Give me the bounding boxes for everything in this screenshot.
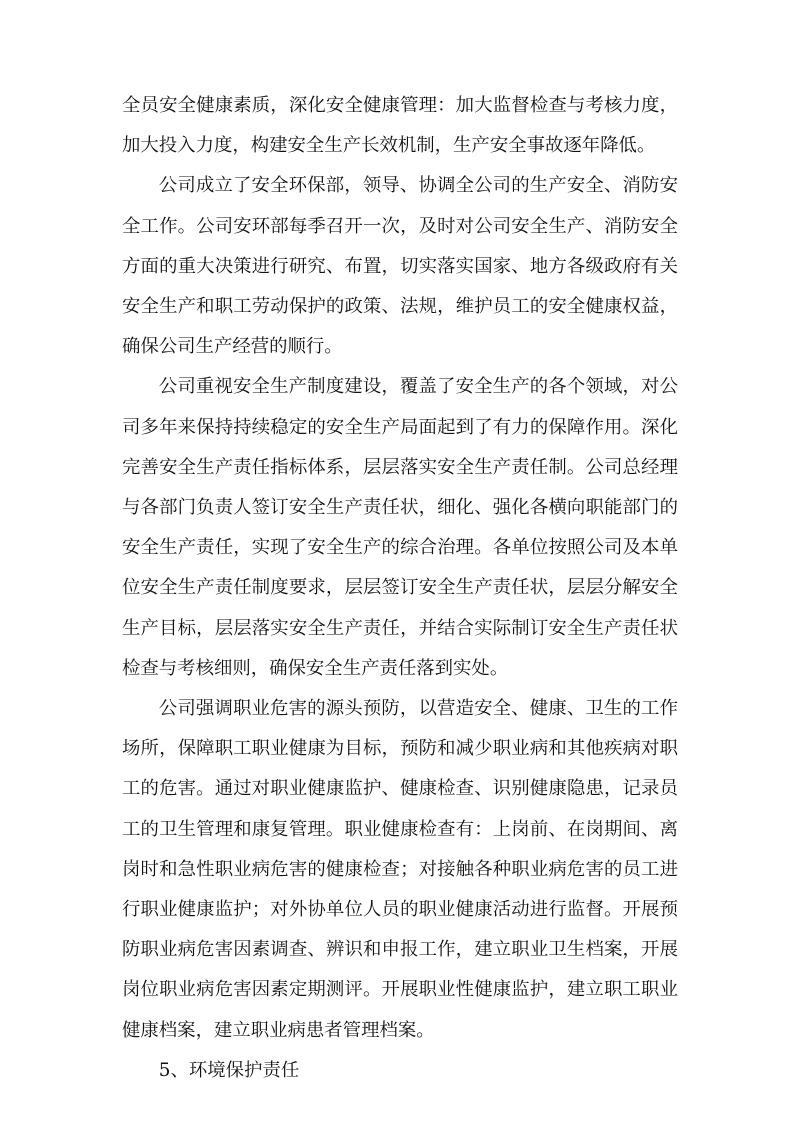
paragraph-safety-system: 公司重视安全生产制度建设，覆盖了安全生产的各个领域，对公司多年来保持持续稳定的安全生产局面起到了有力的保障作用。深化完善安全生产责任指标体系，层层落实安全生产责任制。公司总经理与各部门负责人签订安全生产责任状，细化、强化各横向职能部门的安全生产责任，实现了安全生产的综合治理。各单位按照公司及本单位安全生产责任制度要求，层层签订安全生产责任状，层层分解安全生产目标，层层落实安全生产责任，并结合实际制订安全生产责任状检查与考核细则，确保安全生产责任落到实处。 (122, 376, 678, 679)
section-heading: 5、环境保护责任 (158, 1059, 300, 1081)
document-page (122, 86, 678, 1091)
paragraph-safety-department: 公司成立了安全环保部，领导、协调全公司的生产安全、消防安全工作。公司安环部每季召开一次，及时对公司安全生产、消防安全方面的重大决策进行研究、布置，切实落实国家、地方各级政府有关安全生产和职工劳动保护的政策、法规，维护员工的安全健康权益，确保公司生产经营的顺行。 (122, 175, 678, 358)
paragraph-continued: 全员安全健康素质，深化安全健康管理：加大监督检查与考核力度，加大投入力度，构建安全生产长效机制，生产安全事故逐年降低。 (122, 95, 678, 157)
paragraph-occupational-health: 公司强调职业危害的源头预防，以营造安全、健康、卫生的工作场所，保障职工职业健康为目标，预防和减少职业病和其他疾病对职工的危害。通过对职业健康监护、健康检查、识别健康隐患，记录员工的卫生管理和康复管理。职业健康检查有：上岗前、在岗期间、离岗时和急性职业病危害的健康检查；对接触各种职业病危害的员工进行职业健康监护；对外协单位人员的职业健康活动进行监督。开展预防职业病危害因素调查、辨识和申报工作，建立职业卫生档案，开展岗位职业病危害因素定期测评。开展职业性健康监护，建立职工职业健康档案，建立职业病患者管理档案。 (122, 698, 678, 1041)
